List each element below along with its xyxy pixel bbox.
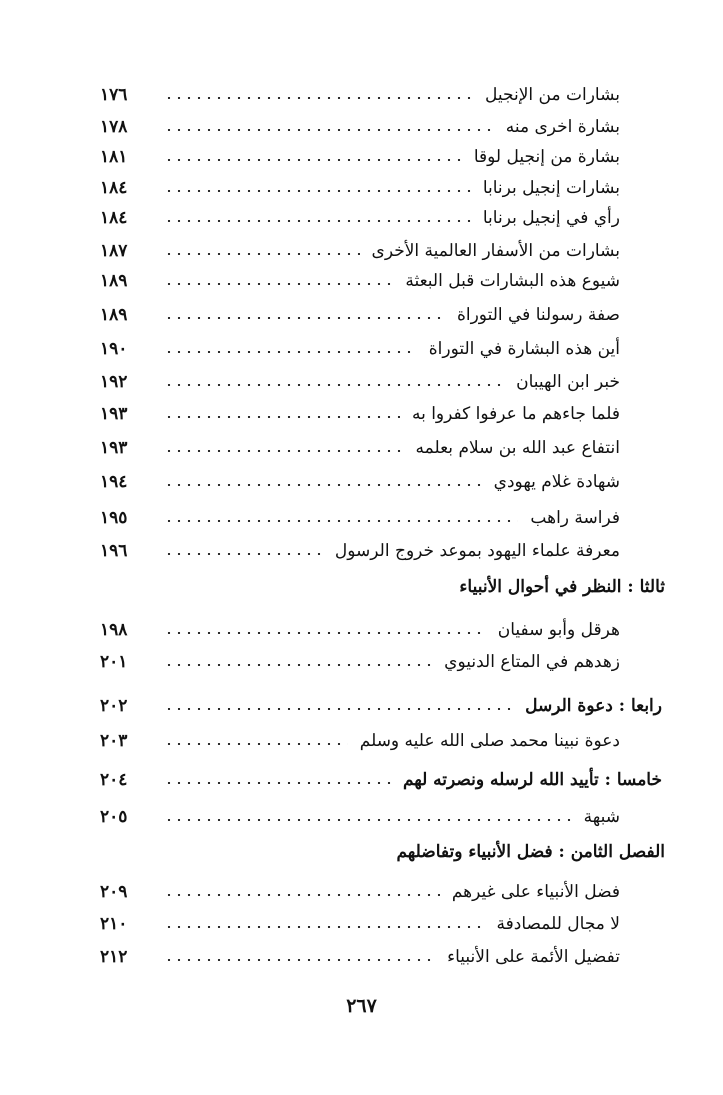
page-number: ١٨٧ [100,241,128,261]
page-number: ١٨٩ [100,305,128,325]
toc-entry[interactable] [100,333,620,365]
entry-title: شهادة غلام يهودي [493,472,620,492]
toc-entry[interactable] [100,172,620,204]
entry-title: فلما جاءهم ما عرفوا كفروا به [411,404,620,424]
page-number: ١٩٤ [100,472,128,492]
toc-entry[interactable] [100,299,620,331]
toc-entry[interactable] [100,265,620,297]
dot-leader [164,743,348,745]
page-number: ٢١٠ [100,914,128,934]
toc-entry[interactable] [100,908,620,940]
toc-entry[interactable] [100,876,620,908]
page-number: ٢٠٢ [100,696,128,716]
entry-title: زهدهم في المتاع الدنيوي [444,652,620,672]
dot-leader [164,384,504,386]
entry-title: رأي في إنجيل برنابا [482,208,620,228]
toc-section-entry[interactable] [100,690,662,722]
page-number: ٢٠٤ [100,770,128,790]
dot-leader [164,450,404,452]
page-number: ١٩٦ [100,541,128,561]
entry-title: صفة رسولنا في التوراة [456,305,620,325]
page-number: ٢٠٣ [100,731,128,751]
page-number: ١٩٥ [100,508,128,528]
dot-leader [164,97,473,99]
dot-leader [164,553,323,555]
entry-title: تفضيل الأئمة على الأنبياء [447,947,620,967]
page-number: ١٧٨ [100,117,128,137]
page-number: ١٨١ [100,147,128,167]
entry-title: بشارات من الأسفار العالمية الأخرى [371,241,620,261]
page-number: ٢٠٥ [100,807,128,827]
entry-title: هرقل وأبو سفيان [497,620,620,640]
entry-title: أين هذه البشارة في التوراة [428,339,620,359]
dot-leader [164,959,435,961]
dot-leader [164,819,572,821]
entry-title: شيوع هذه البشارات قبل البعثة [405,271,620,291]
section-title: رابعا : دعوة الرسل [525,696,662,716]
toc-section-entry[interactable] [100,764,662,796]
dot-leader [164,782,391,784]
toc-entry[interactable] [100,432,620,464]
page-number: ١٩٣ [100,438,128,458]
page-number: ١٩٨ [100,620,128,640]
dot-leader [164,159,462,161]
page-number: ٢٠٩ [100,882,128,902]
page-number: ١٨٩ [100,271,128,291]
entry-title: بشارة اخرى منه [505,117,620,137]
toc-entry[interactable] [100,646,620,678]
toc-entry[interactable] [100,398,620,430]
entry-title: شبهة [583,807,620,827]
entry-title: بشارات إنجيل برنابا [482,178,620,198]
page-number: ١٧٦ [100,85,128,105]
dot-leader [164,632,486,634]
dot-leader [164,190,471,192]
page-number: ١٨٤ [100,178,128,198]
dot-leader [164,220,471,222]
toc-entry[interactable] [100,535,620,567]
page-number: ١٨٤ [100,208,128,228]
entry-title: فراسة راهب [530,508,620,528]
entry-title: خبر ابن الهيبان [516,372,620,392]
entry-title: انتفاع عبد الله بن سلام بعلمه [415,438,620,458]
dot-leader [164,708,513,710]
entry-title: لا مجال للمصادفة [496,914,620,934]
entry-title: معرفة علماء اليهود بموعد خروج الرسول [334,541,620,561]
dot-leader [164,283,393,285]
dot-leader [164,926,485,928]
toc-entry[interactable] [100,141,620,173]
toc-entry[interactable] [100,725,620,757]
dot-leader [164,416,400,418]
dot-leader [164,317,445,319]
dot-leader [164,894,440,896]
entry-title: دعوة نبينا محمد صلى الله عليه وسلم [359,731,620,751]
toc-entry[interactable] [100,111,620,143]
toc-entry[interactable] [100,502,620,534]
entry-title: فضل الأنبياء على غيرهم [451,882,620,902]
entry-title: بشارات من الإنجيل [485,85,620,105]
page-number: ٢٠١ [100,652,128,672]
toc-entry[interactable] [100,235,620,267]
dot-leader [164,351,417,353]
entry-title: بشارة من إنجيل لوقا [473,147,620,167]
section-heading-3: ثالثا : النظر في أحوال الأنبياء [459,577,665,597]
toc-entry[interactable] [100,941,620,973]
dot-leader [164,253,360,255]
toc-entry[interactable] [100,801,620,833]
toc-entry[interactable] [100,466,620,498]
page-folio-number: ٢٦٧ [346,995,377,1017]
page-number: ١٩٠ [100,339,128,359]
dot-leader [164,129,494,131]
dot-leader [164,520,518,522]
dot-leader [164,484,482,486]
toc-entry[interactable] [100,614,620,646]
page-number: ١٩٣ [100,404,128,424]
section-title: خامسا : تأييد الله لرسله ونصرته لهم [402,770,662,790]
page-number: ١٩٢ [100,372,128,392]
toc-entry[interactable] [100,366,620,398]
toc-entry[interactable] [100,202,620,234]
dot-leader [164,664,432,666]
chapter-heading-8: الفصل الثامن : فضل الأنبياء وتفاضلهم [396,842,665,862]
toc-entry[interactable] [100,79,620,111]
page-number: ٢١٢ [100,947,128,967]
